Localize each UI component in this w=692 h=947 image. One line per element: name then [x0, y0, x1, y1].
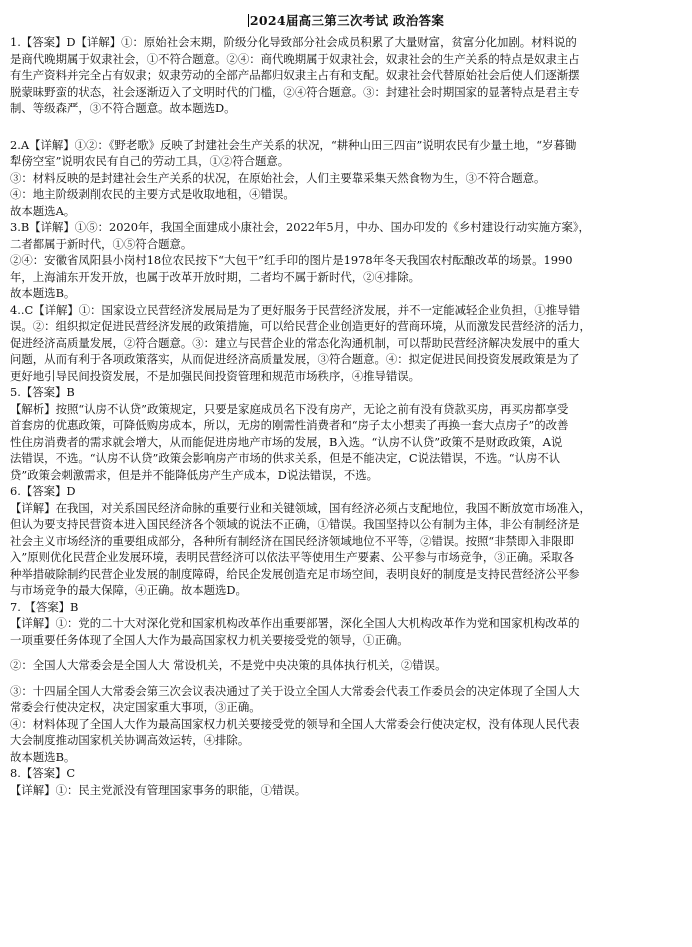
answer-line: 问题，从而有利于各项政策落实，从而促进经济高质量发展，③符合题意。④：拟定促进民间投资发展政策是为了: [10, 352, 580, 366]
answer-line: ④：地主阶级剥削农民的主要方式是收取地租，④错误。: [10, 187, 295, 201]
answer-line: 但认为要支持民营资本进入国民经济各个领域的说法不正确，①错误。我国坚持以公有制为主体，非公有制经济是: [10, 517, 580, 531]
paragraph-spacer: [10, 674, 682, 683]
answer-line: 3.B【详解】①⑤：2020年，我国全面建成小康社会，2022年5月，中办、国办印发的《乡村建设行动实施方案》，: [10, 220, 590, 234]
answer-line: ④：材料体现了全国人大作为最高国家权力机关要接受党的领导和全国人大常委会行使决定权，没有体现人民代表: [10, 716, 580, 731]
answer-line: 2.A【详解】①②：《野老歌》反映了封建社会生产关系的状况，“耕种山田三四亩”说明农民有少量土地，“岁暮锄: [10, 137, 577, 152]
answer-line: 7. 【答案】B: [10, 599, 79, 614]
answer-line: 促进经济高质量发展，②符合题意。③：建立与民营企业的常态化沟通机制，可以帮助民营经济解决发展中的重大: [10, 335, 580, 350]
answer-line: 【详解】①：民主党派没有管理国家事务的职能，①错误。: [10, 782, 307, 797]
paragraph-spacer: [10, 117, 682, 137]
answer-line: 一项重要任务体现了全国人大作为最高国家权力机关要接受党的领导，①正确。: [10, 632, 409, 647]
answer-line: 【解析】按照“认房不认贷”政策规定，只要是家庭成员名下没有房产，无论之前有没有贷款买房，再买房都享受: [10, 401, 569, 416]
answer-line: ②④：安徽省凤阳县小岗村18位农民按下“大包干”红手印的图片是1978年冬天我国农村酝酿改革的场景。1990: [10, 253, 573, 267]
answer-line: 1.【答案】D【详解】①：原始社会末期，阶级分化导致部分社会成员积累了大量财富，贫富分化加剧。材料说的: [10, 35, 577, 49]
answer-line: 【详解】在我国，对关系国民经济命脉的重要行业和关键领域，国有经济必须占支配地位，我国不断放宽市场准入，: [10, 500, 591, 515]
answer-line: 【详解】①：党的二十大对深化党和国家机构改革作出重要部署，深化全国人大机构改革作为党和国家机构改革的: [10, 616, 580, 630]
answer-line: 故本题选B。: [10, 286, 76, 300]
answer-line: 6.【答案】D: [10, 484, 76, 498]
answer-line: 入”原则优化民营企业发展环境，表明民营经济可以依法平等使用生产要素、公平参与市场竞争，③正确。采取各: [10, 550, 574, 564]
answer-line: 脱蒙昧野蛮的状态，社会逐渐迈入了文明时代的门槛，②④符合题意。③：封建社会时期国家的显著特点是君主专: [10, 84, 580, 99]
answer-line: 制、等级森严，③不符合题意。故本题选D。: [10, 101, 236, 115]
answer-line: 犁傍空室”说明农民有自己的劳动工具，①②符合题意。: [10, 154, 290, 168]
document-title-text: 2024届高三第三次考试 政治答案: [249, 13, 445, 28]
answer-line: ③：材料反映的是封建社会生产关系的状况，在原始社会，人们主要靠采集天然食物为生，③不符合题意。: [10, 170, 546, 185]
answer-line: 8.【答案】C: [10, 766, 76, 780]
answer-line: 与市场竞争的最大保障，④正确。故本题选D。: [10, 583, 247, 597]
answer-line: 大会制度推动国家机关协调高效运转，④排除。: [10, 733, 250, 747]
answer-line: 社会主义市场经济的重要组成部分，各种所有制经济在国民经济领域地位不平等，②错误。按照“非禁即入非限即: [10, 533, 574, 548]
answer-line: 故本题选A。: [10, 203, 76, 218]
answer-line: 年，上海浦东开发开放，也属于改革开放时期，二者均不属于新时代，②④排除。: [10, 269, 421, 284]
answer-line: 5.【答案】B: [10, 385, 75, 399]
text-cursor: [248, 14, 249, 27]
answer-line: 首套房的优惠政策，可降低购房成本，所以，无房的刚需性消费者和“房子太小想卖了再换一套大点房子”的改善: [10, 418, 569, 432]
answer-line: 种举措破除制约民营企业发展的制度障碍，给民企发展创造充足市场空间，表明良好的制度是支持民营经济公平参: [10, 566, 580, 581]
answer-body: [10, 34, 682, 798]
answer-line: 故本题选B。: [10, 749, 76, 764]
answer-line: 法错误，不选。“认房不认贷”政策会影响房产市场的供求关系，但是不能决定，C说法错误，不选。“认房不认: [10, 451, 561, 465]
answer-line: 贷”政策会刺激需求，但是并不能降低房产生产成本，D说法错误，不选。: [10, 467, 379, 482]
answer-line: 是商代晚期属于奴隶社会，①不符合题意。②④：商代晚期属于奴隶社会，奴隶社会的生产关系的特点是奴隶主占: [10, 51, 580, 66]
answer-line: ③：十四届全国人大常委会第三次会议表决通过了关于设立全国人大常委会代表工作委员会的决定体现了全国人大: [10, 683, 580, 698]
document-title: [10, 12, 682, 30]
answer-line: ②：全国人大常委会是全国人大 常设机关，不是党中央决策的具体执行机关，②错误。: [10, 658, 447, 672]
answer-line: 常委会行使决定权，决定国家重大事项，③正确。: [10, 700, 261, 714]
answer-line: 有生产资料并完全占有奴隶；奴隶劳动的全部产品都归奴隶主占有和支配。奴隶社会代替原始社会后使人们逐渐摆: [10, 68, 580, 82]
answer-line: 4..C【详解】①：国家设立民营经济发展局是为了更好服务于民营经济发展，并不一定能减轻企业负担，①推导错: [10, 302, 580, 317]
paragraph-spacer: [10, 648, 682, 657]
answer-line: 更好地引导民间投资发展，不是加强民间投资管理和规范市场秩序，④推导错误。: [10, 368, 421, 383]
answer-line: 误。②：组织拟定促进民营经济发展的政策措施，可以给民营企业创造更好的营商环境，从而激发民营经济的活力，: [10, 319, 591, 333]
answer-line: 性住房消费者的需求就会增大，从而能促进房地产市场的发展，B入选。“认房不认贷”政策不是财政政策，A说: [10, 434, 563, 449]
answer-line: 二者都属于新时代，①⑤符合题意。: [10, 236, 193, 251]
